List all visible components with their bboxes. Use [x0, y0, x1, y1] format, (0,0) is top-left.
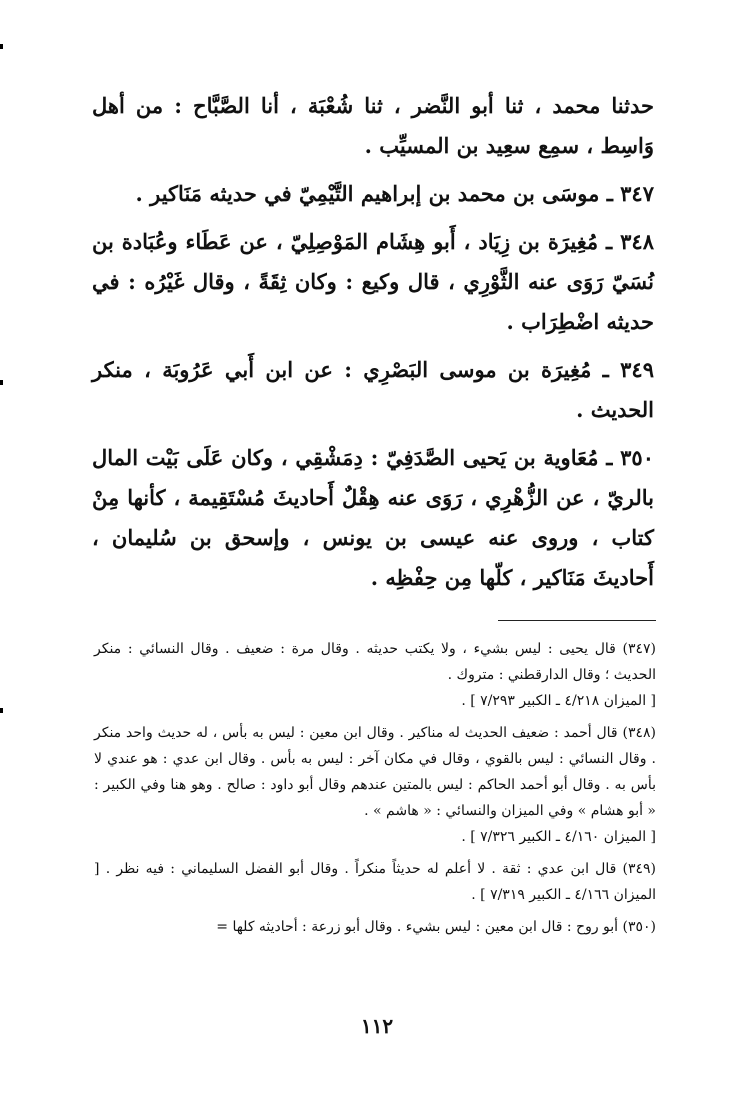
main-text — [92, 86, 654, 606]
scan-mark — [0, 44, 3, 49]
footnote-347 — [94, 636, 656, 714]
footnote-text: (٣٤٩) قال ابن عدي : ثقة . لا أعلم له حديثاً منكراً . وقال أبو الفضل السليماني : فيه نظر . — [105, 861, 657, 877]
footnotes — [94, 636, 656, 946]
entry-348: ٣٤٨ ـ مُغِيرَة بن زِيَاد ، أَبو هِشَام المَوْصِلِيّ ، عن عَطَاء وعُبَادة بن نُسَيّ رَوَى عنه الثَّوْرِي ، قال وكيع : وكان ثِقَةً ، وقال غَيْرُه : في حديثه اضْطِرَاب . — [92, 229, 654, 334]
footnote-ref: [ الميزان ٤/٢١٨ ـ الكبير ٧/٢٩٣ ] . — [461, 693, 656, 709]
footnote-349 — [94, 856, 656, 908]
entry-350: ٣٥٠ ـ مُعَاوية بن يَحيى الصَّدَفِيّ : دِمَشْقِي ، وكان عَلَى بَيْت المال بالريّ ، عن الزُّهْرِي ، رَوَى عنه هِقْلٌ أَحاديثَ مُسْتَقِيمة ، كأنها مِنْ كتاب ، وروى عنه عيسى بن يونس ، وإسحق بن سُليمان ، أَحاديثَ مَنَاكير ، كلّها مِن حِفْظِه . — [92, 445, 654, 590]
footnote-ref: [ الميزان ٤/١٦٠ ـ الكبير ٧/٣٢٦ ] . — [461, 829, 656, 845]
scan-mark — [0, 380, 3, 385]
footnote-text: (٣٤٧) قال يحيى : ليس بشيء ، ولا يكتب حديثه . وقال مرة : ضعيف . وقال النسائي : منكر الحديث ؛ وقال الدارقطني : متروك . — [94, 641, 656, 683]
footnote-ref: [ الميزان ٤/١٦٦ ـ الكبير ٧/٣١٩ ] . — [94, 861, 656, 903]
footnote-divider — [498, 620, 656, 621]
footnote-text: (٣٥٠) أبو روح : قال ابن معين : ليس بشيء . وقال أبو زرعة : أحاديثه كلها = — [216, 919, 656, 935]
paragraph-intro: حدثنا محمد ، ثنا أبو النَّضر ، ثنا شُعْبَة ، أنا الصَّبَّاح : من أهل وَاسِط ، سمِع سعِيد بن المسيِّب . — [92, 93, 654, 158]
footnote-348 — [94, 720, 656, 850]
footnote-350 — [94, 914, 656, 940]
scan-mark — [0, 708, 3, 713]
page-number: ١١٢ — [360, 1014, 394, 1038]
entry-347: ٣٤٧ ـ موسَى بن محمد بن إبراهيم التَّيْمِيّ في حديثه مَنَاكير . — [135, 181, 654, 206]
footnote-text: (٣٤٨) قال أحمد : ضعيف الحديث له مناكير . وقال ابن معين : ليس به بأس ، له حديث واحد منكر . وقال النسائي : ليس بالقوي ، وقال في مكان آخر : ليس به بأس . وقال ابن عدي : هو عندي لا بأس به . وقال أبو أحمد الحاكم : ليس بالمتين عندهم وقال أبو داود : صالح . وهو هنا وفي الكبير : « أبو هشام » وفي الميزان والنسائي : « هاشم » . — [94, 725, 656, 819]
entry-349: ٣٤٩ ـ مُغِيرَة بن موسى البَصْرِي : عن ابن أَبي عَرُوبَة ، منكر الحديث . — [92, 357, 654, 422]
